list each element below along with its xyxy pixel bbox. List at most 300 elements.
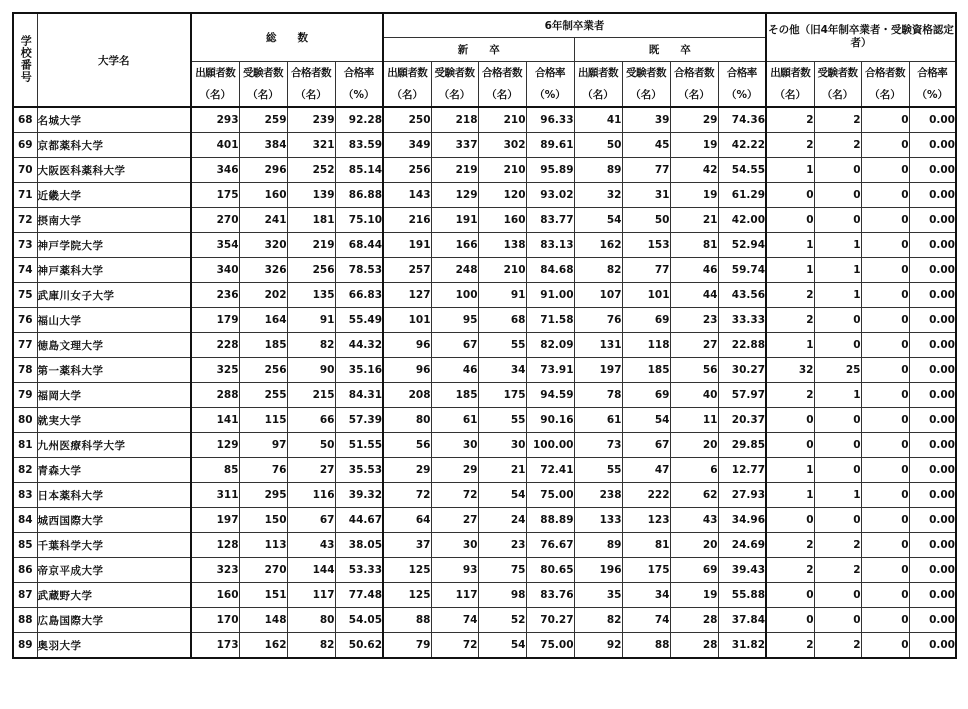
past-value-cell: 34	[622, 583, 670, 608]
other-value-cell: 0	[861, 383, 909, 408]
other-value-cell: 1	[766, 258, 814, 283]
new-value-cell: 80.65	[526, 558, 574, 583]
other-value-cell: 2	[766, 633, 814, 659]
unit-header-new-0: （名）	[383, 83, 431, 107]
total-value-cell: 270	[239, 558, 287, 583]
other-value-cell: 2	[814, 633, 861, 659]
table-row	[13, 408, 956, 433]
other-value-cell: 0	[814, 158, 861, 183]
school-no-cell: 78	[13, 358, 37, 383]
new-value-cell: 208	[383, 383, 431, 408]
new-value-cell: 210	[478, 258, 526, 283]
other-value-cell: 0	[861, 283, 909, 308]
table-row	[13, 458, 956, 483]
total-value-cell: 346	[191, 158, 239, 183]
other-value-cell: 0	[861, 308, 909, 333]
total-value-cell: 44.32	[335, 333, 383, 358]
total-value-cell: 219	[287, 233, 335, 258]
table-row	[13, 483, 956, 508]
past-value-cell: 78	[574, 383, 622, 408]
past-value-cell: 197	[574, 358, 622, 383]
column-header-past-2: 合格者数	[670, 61, 718, 83]
total-value-cell: 256	[287, 258, 335, 283]
other-value-cell: 0	[814, 333, 861, 358]
unit-header-total-2: （名）	[287, 83, 335, 107]
other-value-cell: 0.00	[909, 608, 956, 633]
new-value-cell: 302	[478, 133, 526, 158]
other-value-cell: 0.00	[909, 333, 956, 358]
other-value-cell: 0	[861, 458, 909, 483]
school-no-cell: 82	[13, 458, 37, 483]
total-value-cell: 80	[287, 608, 335, 633]
past-value-cell: 29.85	[718, 433, 766, 458]
new-value-cell: 88	[383, 608, 431, 633]
new-value-cell: 160	[478, 208, 526, 233]
other-value-cell: 0.00	[909, 558, 956, 583]
past-value-cell: 44	[670, 283, 718, 308]
total-value-cell: 170	[191, 608, 239, 633]
total-value-cell: 67	[287, 508, 335, 533]
total-value-cell: 27	[287, 458, 335, 483]
new-value-cell: 219	[431, 158, 478, 183]
new-value-cell: 117	[431, 583, 478, 608]
other-value-cell: 0	[861, 483, 909, 508]
past-value-cell: 89	[574, 533, 622, 558]
past-value-cell: 29	[670, 107, 718, 133]
new-value-cell: 257	[383, 258, 431, 283]
new-value-cell: 127	[383, 283, 431, 308]
table-row	[13, 258, 956, 283]
total-value-cell: 252	[287, 158, 335, 183]
past-grads-header: 既 卒	[574, 37, 766, 61]
column-header-past-3: 合格率	[718, 61, 766, 83]
past-value-cell: 42.22	[718, 133, 766, 158]
new-value-cell: 210	[478, 107, 526, 133]
total-value-cell: 288	[191, 383, 239, 408]
total-value-cell: 401	[191, 133, 239, 158]
total-value-cell: 57.39	[335, 408, 383, 433]
university-name-cell: 近畿大学	[37, 183, 191, 208]
new-value-cell: 37	[383, 533, 431, 558]
other-value-cell: 0	[814, 608, 861, 633]
new-value-cell: 34	[478, 358, 526, 383]
total-value-cell: 84.31	[335, 383, 383, 408]
table-row	[13, 533, 956, 558]
past-value-cell: 47	[622, 458, 670, 483]
total-value-cell: 311	[191, 483, 239, 508]
column-header-total-3: 合格率	[335, 61, 383, 83]
unit-header-new-1: （名）	[431, 83, 478, 107]
total-value-cell: 82	[287, 333, 335, 358]
school-no-header-label: 学校番号	[19, 34, 33, 83]
new-value-cell: 61	[431, 408, 478, 433]
school-no-cell: 75	[13, 283, 37, 308]
total-value-cell: 323	[191, 558, 239, 583]
other-value-cell: 1	[814, 258, 861, 283]
unit-header-past-0: （名）	[574, 83, 622, 107]
new-value-cell: 72	[383, 483, 431, 508]
total-value-cell: 354	[191, 233, 239, 258]
past-value-cell: 30.27	[718, 358, 766, 383]
new-value-cell: 21	[478, 458, 526, 483]
total-value-cell: 181	[287, 208, 335, 233]
table-row	[13, 208, 956, 233]
new-value-cell: 120	[478, 183, 526, 208]
table-header	[13, 13, 956, 107]
new-value-cell: 74	[431, 608, 478, 633]
past-value-cell: 28	[670, 633, 718, 659]
past-value-cell: 54	[574, 208, 622, 233]
university-name-cell: 神戸学院大学	[37, 233, 191, 258]
other-value-cell: 2	[766, 533, 814, 558]
new-value-cell: 75.00	[526, 633, 574, 659]
new-value-cell: 96.33	[526, 107, 574, 133]
other-value-cell: 2	[766, 107, 814, 133]
new-value-cell: 67	[431, 333, 478, 358]
other-value-cell: 0	[861, 258, 909, 283]
other-value-cell: 0	[814, 433, 861, 458]
past-value-cell: 61	[574, 408, 622, 433]
new-value-cell: 248	[431, 258, 478, 283]
past-value-cell: 19	[670, 133, 718, 158]
other-value-cell: 2	[766, 308, 814, 333]
total-value-cell: 35.53	[335, 458, 383, 483]
university-name-cell: 武蔵野大学	[37, 583, 191, 608]
total-value-cell: 50	[287, 433, 335, 458]
other-value-cell: 1	[814, 233, 861, 258]
other-value-cell: 2	[766, 283, 814, 308]
past-value-cell: 27	[670, 333, 718, 358]
table-row	[13, 107, 956, 133]
past-value-cell: 19	[670, 583, 718, 608]
past-value-cell: 43.56	[718, 283, 766, 308]
school-no-cell: 76	[13, 308, 37, 333]
past-value-cell: 32	[574, 183, 622, 208]
new-value-cell: 129	[431, 183, 478, 208]
past-value-cell: 31.82	[718, 633, 766, 659]
column-header-total-1: 受験者数	[239, 61, 287, 83]
total-value-cell: 228	[191, 333, 239, 358]
other-value-cell: 0	[861, 433, 909, 458]
column-header-other-3: 合格率	[909, 61, 956, 83]
university-name-cell: 日本薬科大学	[37, 483, 191, 508]
university-name-cell: 帝京平成大学	[37, 558, 191, 583]
new-value-cell: 94.59	[526, 383, 574, 408]
past-value-cell: 23	[670, 308, 718, 333]
past-value-cell: 101	[622, 283, 670, 308]
past-value-cell: 82	[574, 258, 622, 283]
total-value-cell: 173	[191, 633, 239, 659]
unit-header-past-1: （名）	[622, 83, 670, 107]
total-value-cell: 164	[239, 308, 287, 333]
table-row	[13, 333, 956, 358]
other-value-cell: 0	[861, 508, 909, 533]
new-value-cell: 73.91	[526, 358, 574, 383]
total-value-cell: 340	[191, 258, 239, 283]
past-value-cell: 185	[622, 358, 670, 383]
university-name-cell: 京都薬科大学	[37, 133, 191, 158]
past-value-cell: 123	[622, 508, 670, 533]
total-value-cell: 50.62	[335, 633, 383, 659]
other-value-cell: 2	[766, 383, 814, 408]
unit-header-new-2: （名）	[478, 83, 526, 107]
total-value-cell: 66.83	[335, 283, 383, 308]
other-value-cell: 0.00	[909, 433, 956, 458]
other-value-cell: 1	[766, 458, 814, 483]
other-value-cell: 1	[766, 483, 814, 508]
new-value-cell: 46	[431, 358, 478, 383]
past-value-cell: 196	[574, 558, 622, 583]
other-value-cell: 0	[814, 208, 861, 233]
past-value-cell: 28	[670, 608, 718, 633]
total-value-cell: 151	[239, 583, 287, 608]
total-value-cell: 117	[287, 583, 335, 608]
table-row	[13, 383, 956, 408]
total-value-cell: 44.67	[335, 508, 383, 533]
total-value-cell: 113	[239, 533, 287, 558]
new-value-cell: 91.00	[526, 283, 574, 308]
total-value-cell: 85.14	[335, 158, 383, 183]
new-value-cell: 30	[431, 533, 478, 558]
total-value-cell: 150	[239, 508, 287, 533]
other-value-cell: 0	[861, 133, 909, 158]
new-value-cell: 337	[431, 133, 478, 158]
total-value-cell: 326	[239, 258, 287, 283]
total-value-cell: 175	[191, 183, 239, 208]
school-no-cell: 85	[13, 533, 37, 558]
total-value-cell: 135	[287, 283, 335, 308]
other-value-cell: 1	[766, 233, 814, 258]
other-value-cell: 0	[814, 308, 861, 333]
past-value-cell: 54	[622, 408, 670, 433]
past-value-cell: 76	[574, 308, 622, 333]
new-grads-header: 新 卒	[383, 37, 574, 61]
past-value-cell: 6	[670, 458, 718, 483]
past-value-cell: 162	[574, 233, 622, 258]
new-value-cell: 138	[478, 233, 526, 258]
total-value-cell: 293	[191, 107, 239, 133]
unit-header-total-0: （名）	[191, 83, 239, 107]
six-year-grads-header: 6年制卒業者	[383, 13, 766, 37]
total-value-cell: 320	[239, 233, 287, 258]
past-value-cell: 42.00	[718, 208, 766, 233]
total-value-cell: 129	[191, 433, 239, 458]
new-value-cell: 29	[431, 458, 478, 483]
new-value-cell: 98	[478, 583, 526, 608]
past-value-cell: 67	[622, 433, 670, 458]
other-value-cell: 1	[766, 333, 814, 358]
university-name-cell: 広島国際大学	[37, 608, 191, 633]
unit-header-new-3: （%）	[526, 83, 574, 107]
column-header-past-0: 出願者数	[574, 61, 622, 83]
other-value-cell: 0.00	[909, 158, 956, 183]
past-value-cell: 21	[670, 208, 718, 233]
new-value-cell: 64	[383, 508, 431, 533]
other-value-cell: 0	[814, 183, 861, 208]
total-value-cell: 78.53	[335, 258, 383, 283]
new-value-cell: 175	[478, 383, 526, 408]
total-value-cell: 160	[191, 583, 239, 608]
past-value-cell: 37.84	[718, 608, 766, 633]
past-value-cell: 131	[574, 333, 622, 358]
past-value-cell: 74	[622, 608, 670, 633]
past-value-cell: 61.29	[718, 183, 766, 208]
other-value-cell: 0	[861, 233, 909, 258]
table-row	[13, 308, 956, 333]
total-value-cell: 202	[239, 283, 287, 308]
past-value-cell: 31	[622, 183, 670, 208]
new-value-cell: 185	[431, 383, 478, 408]
past-value-cell: 20	[670, 433, 718, 458]
other-value-cell: 0.00	[909, 283, 956, 308]
past-value-cell: 40	[670, 383, 718, 408]
school-no-cell: 83	[13, 483, 37, 508]
new-value-cell: 349	[383, 133, 431, 158]
past-value-cell: 50	[574, 133, 622, 158]
school-no-cell: 81	[13, 433, 37, 458]
past-value-cell: 33.33	[718, 308, 766, 333]
university-name-cell: 九州医療科学大学	[37, 433, 191, 458]
total-value-cell: 141	[191, 408, 239, 433]
past-value-cell: 77	[622, 258, 670, 283]
other-value-cell: 0.00	[909, 308, 956, 333]
past-value-cell: 35	[574, 583, 622, 608]
university-name-cell: 摂南大学	[37, 208, 191, 233]
other-value-cell: 0.00	[909, 508, 956, 533]
new-value-cell: 95	[431, 308, 478, 333]
other-value-cell: 0	[861, 633, 909, 659]
column-header-other-0: 出願者数	[766, 61, 814, 83]
university-name-cell: 第一薬科大学	[37, 358, 191, 383]
past-value-cell: 43	[670, 508, 718, 533]
past-value-cell: 92	[574, 633, 622, 659]
exam-results-table	[12, 12, 957, 659]
school-no-cell: 69	[13, 133, 37, 158]
past-value-cell: 73	[574, 433, 622, 458]
total-value-cell: 68.44	[335, 233, 383, 258]
new-value-cell: 76.67	[526, 533, 574, 558]
other-value-cell: 0	[814, 583, 861, 608]
other-value-cell: 0.00	[909, 133, 956, 158]
past-value-cell: 12.77	[718, 458, 766, 483]
other-value-cell: 0	[766, 508, 814, 533]
table-row	[13, 633, 956, 659]
new-value-cell: 55	[478, 408, 526, 433]
other-value-cell: 0	[766, 408, 814, 433]
new-value-cell: 84.68	[526, 258, 574, 283]
school-no-cell: 71	[13, 183, 37, 208]
table-row	[13, 283, 956, 308]
unit-header-total-3: （%）	[335, 83, 383, 107]
past-value-cell: 54.55	[718, 158, 766, 183]
others-group-header: その他（旧4年制卒業者・受験資格認定者）	[766, 13, 956, 61]
total-value-cell: 197	[191, 508, 239, 533]
past-value-cell: 56	[670, 358, 718, 383]
new-value-cell: 101	[383, 308, 431, 333]
total-group-header: 総 数	[191, 13, 383, 61]
table-row	[13, 583, 956, 608]
total-value-cell: 116	[287, 483, 335, 508]
other-value-cell: 1	[814, 483, 861, 508]
past-value-cell: 11	[670, 408, 718, 433]
total-value-cell: 92.28	[335, 107, 383, 133]
school-no-cell: 72	[13, 208, 37, 233]
school-no-cell: 88	[13, 608, 37, 633]
new-value-cell: 54	[478, 633, 526, 659]
new-value-cell: 79	[383, 633, 431, 659]
past-value-cell: 89	[574, 158, 622, 183]
column-header-new-0: 出願者数	[383, 61, 431, 83]
table-row	[13, 158, 956, 183]
total-value-cell: 185	[239, 333, 287, 358]
past-value-cell: 41	[574, 107, 622, 133]
university-name-cell: 徳島文理大学	[37, 333, 191, 358]
new-value-cell: 29	[383, 458, 431, 483]
past-value-cell: 69	[670, 558, 718, 583]
unit-header-total-1: （名）	[239, 83, 287, 107]
new-value-cell: 91	[478, 283, 526, 308]
university-name-cell: 福岡大学	[37, 383, 191, 408]
past-value-cell: 24.69	[718, 533, 766, 558]
past-value-cell: 82	[574, 608, 622, 633]
school-no-header	[13, 13, 37, 107]
other-value-cell: 0.00	[909, 107, 956, 133]
total-value-cell: 259	[239, 107, 287, 133]
total-value-cell: 39.32	[335, 483, 383, 508]
other-value-cell: 2	[766, 133, 814, 158]
other-value-cell: 0.00	[909, 233, 956, 258]
school-no-cell: 74	[13, 258, 37, 283]
new-value-cell: 23	[478, 533, 526, 558]
total-value-cell: 295	[239, 483, 287, 508]
past-value-cell: 238	[574, 483, 622, 508]
total-value-cell: 55.49	[335, 308, 383, 333]
column-header-other-2: 合格者数	[861, 61, 909, 83]
new-value-cell: 83.13	[526, 233, 574, 258]
past-value-cell: 81	[670, 233, 718, 258]
table-body	[13, 107, 956, 658]
new-value-cell: 80	[383, 408, 431, 433]
past-value-cell: 222	[622, 483, 670, 508]
past-value-cell: 57.97	[718, 383, 766, 408]
new-value-cell: 125	[383, 558, 431, 583]
new-value-cell: 256	[383, 158, 431, 183]
past-value-cell: 20.37	[718, 408, 766, 433]
total-value-cell: 51.55	[335, 433, 383, 458]
total-value-cell: 384	[239, 133, 287, 158]
total-value-cell: 75.10	[335, 208, 383, 233]
other-value-cell: 0	[766, 208, 814, 233]
unit-header-past-2: （名）	[670, 83, 718, 107]
past-value-cell: 62	[670, 483, 718, 508]
total-value-cell: 162	[239, 633, 287, 659]
past-value-cell: 74.36	[718, 107, 766, 133]
column-header-new-3: 合格率	[526, 61, 574, 83]
total-value-cell: 77.48	[335, 583, 383, 608]
other-value-cell: 0	[861, 608, 909, 633]
total-value-cell: 160	[239, 183, 287, 208]
school-no-cell: 86	[13, 558, 37, 583]
new-value-cell: 89.61	[526, 133, 574, 158]
other-value-cell: 0.00	[909, 358, 956, 383]
new-value-cell: 72	[431, 633, 478, 659]
other-value-cell: 2	[766, 558, 814, 583]
past-value-cell: 69	[622, 308, 670, 333]
past-value-cell: 27.93	[718, 483, 766, 508]
new-value-cell: 55	[478, 333, 526, 358]
new-value-cell: 166	[431, 233, 478, 258]
past-value-cell: 50	[622, 208, 670, 233]
